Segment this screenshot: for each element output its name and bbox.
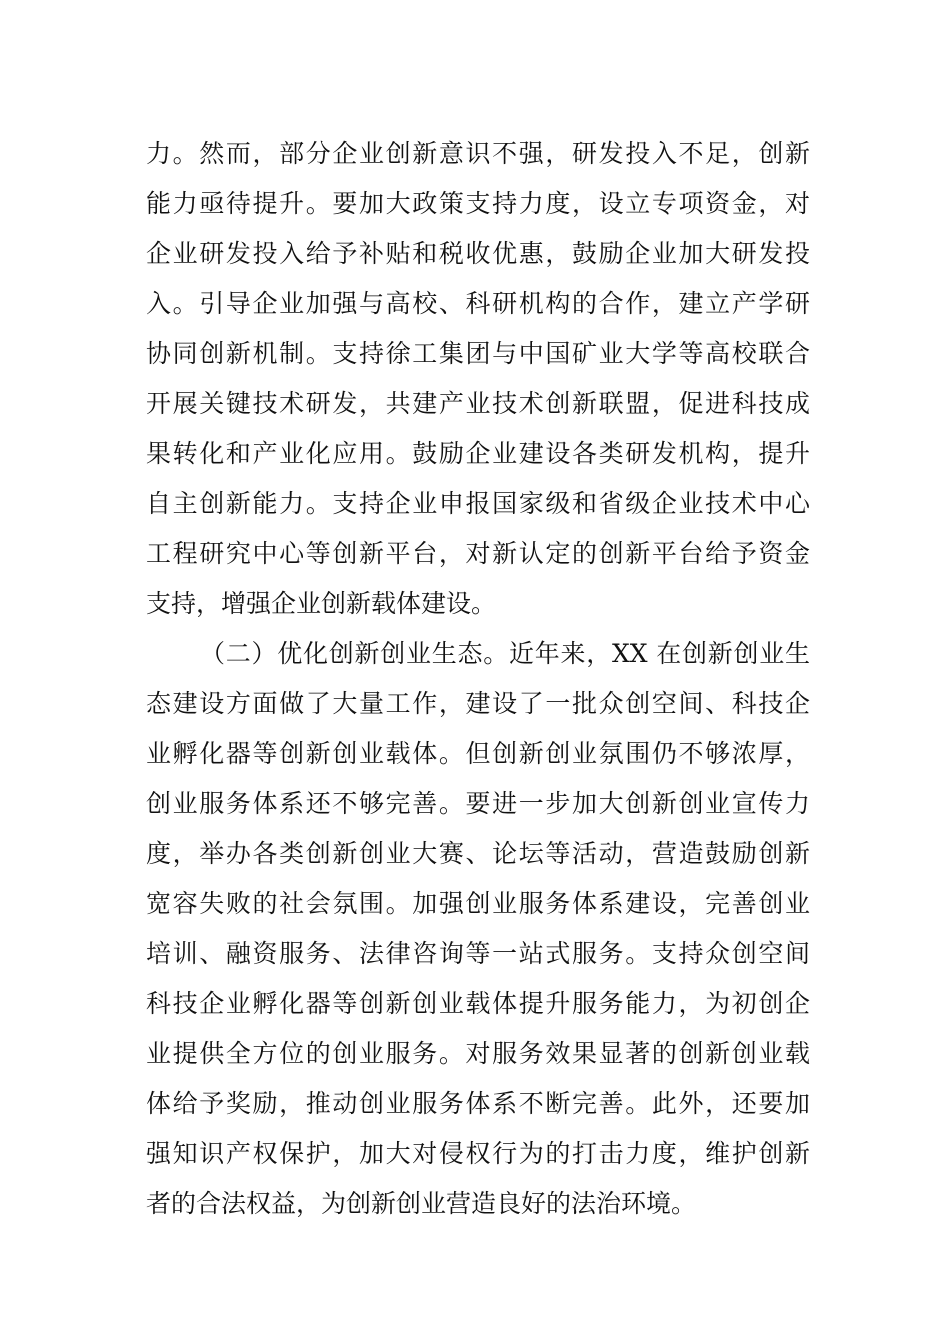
text-line: 体给予奖励，推动创业服务体系不断完善。此外，还要加 bbox=[146, 1089, 810, 1118]
text-line: 培训、融资服务、法律咨询等一站式服务。支持众创空间 bbox=[146, 939, 810, 968]
text-line: 创业服务体系还不够完善。要进一步加大创新创业宣传力 bbox=[146, 789, 810, 818]
text-line: 态建设方面做了大量工作，建设了一批众创空间、科技企 bbox=[146, 689, 810, 718]
text-line: 工程研究中心等创新平台，对新认定的创新平台给予资金 bbox=[146, 539, 810, 568]
text-line: 企业研发投入给予补贴和税收优惠，鼓励企业加大研发投 bbox=[146, 239, 810, 268]
text-line: 业提供全方位的创业服务。对服务效果显著的创新创业载 bbox=[146, 1039, 810, 1068]
text-line: 业孵化器等创新创业载体。但创新创业氛围仍不够浓厚， bbox=[146, 739, 810, 768]
text-line: 强知识产权保护，加大对侵权行为的打击力度，维护创新 bbox=[146, 1139, 810, 1168]
text-line: 者的合法权益，为创新创业营造良好的法治环境。 bbox=[146, 1189, 697, 1218]
text-line: 协同创新机制。支持徐工集团与中国矿业大学等高校联合 bbox=[146, 339, 810, 368]
text-line: 自主创新能力。支持企业申报国家级和省级企业技术中心 bbox=[146, 489, 810, 518]
text-line: 入。引导企业加强与高校、科研机构的合作，建立产学研 bbox=[146, 289, 810, 318]
text-line: 力。然而，部分企业创新意识不强，研发投入不足，创新 bbox=[146, 139, 810, 168]
section-heading-line: （二）优化创新创业生态。近年来，XX 在创新创业生 bbox=[200, 639, 810, 668]
text-line: 能力亟待提升。要加大政策支持力度，设立专项资金，对 bbox=[146, 189, 810, 218]
text-line: 宽容失败的社会氛围。加强创业服务体系建设，完善创业 bbox=[146, 889, 810, 918]
text-line: 度，举办各类创新创业大赛、论坛等活动，营造鼓励创新 bbox=[146, 839, 810, 868]
text-line: 开展关键技术研发，共建产业技术创新联盟，促进科技成 bbox=[146, 389, 810, 418]
text-line: 果转化和产业化应用。鼓励企业建设各类研发机构，提升 bbox=[146, 439, 810, 468]
text-line: 科技企业孵化器等创新创业载体提升服务能力，为初创企 bbox=[146, 989, 810, 1018]
text-line: 支持，增强企业创新载体建设。 bbox=[146, 589, 497, 618]
